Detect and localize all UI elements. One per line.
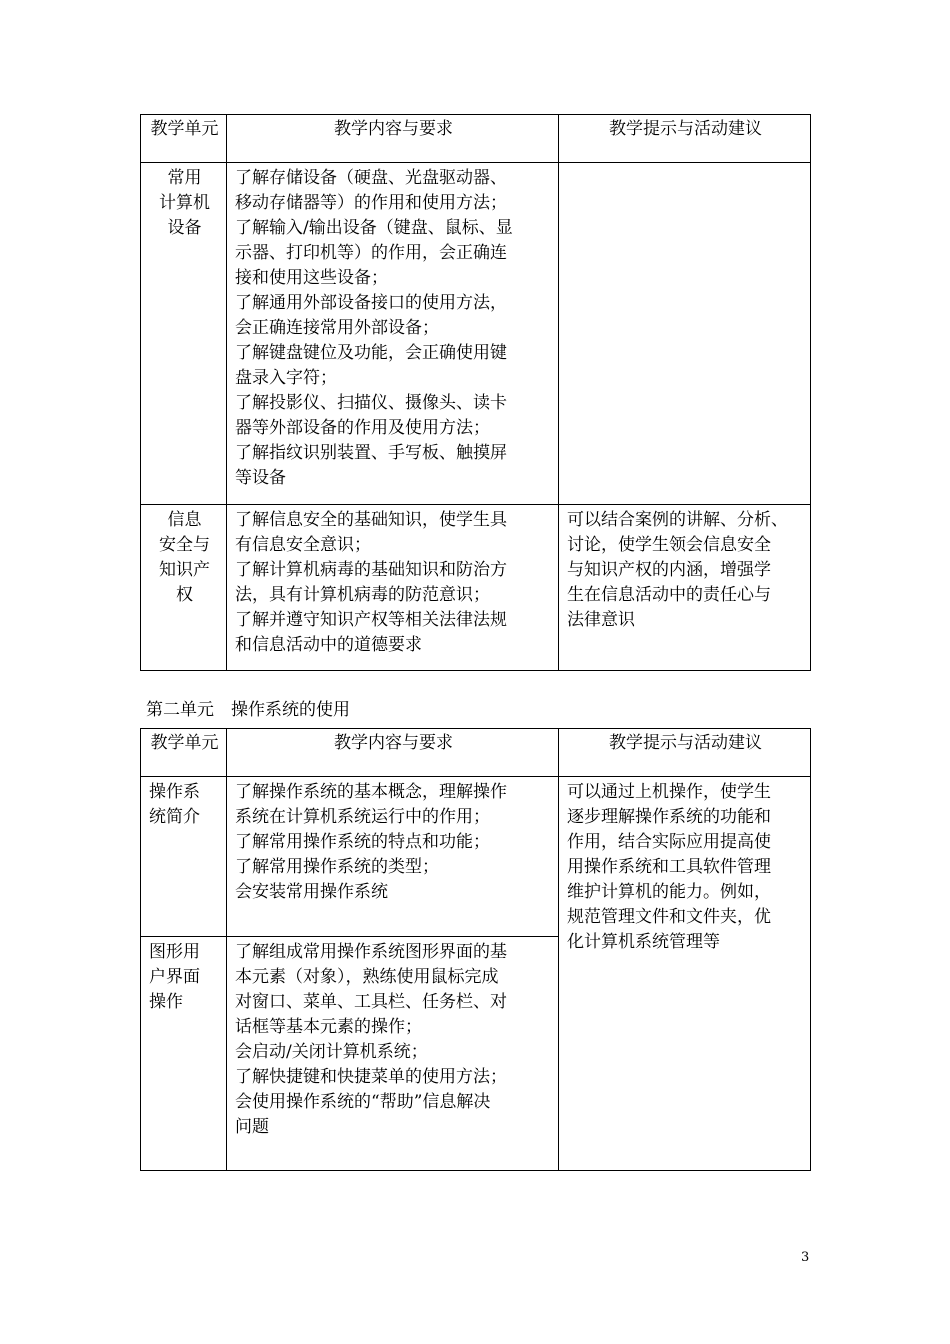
unit-cell: 常用 计算机 设备: [141, 163, 227, 505]
table-row: [141, 777, 811, 937]
tips-cell-shared: 可以通过上机操作，使学生 逐步理解操作系统的功能和 作用，结合实际应用提高使 用操作系统和工具软件管理 维护计算机的能力。例如， 规范管理文件和文件夹，优 化计算机系统管理等: [559, 777, 811, 1171]
header-tips: 教学提示与活动建议: [559, 729, 811, 777]
header-tips: 教学提示与活动建议: [559, 115, 811, 163]
header-content: 教学内容与要求: [227, 729, 559, 777]
table-2-header-row: [141, 729, 811, 777]
header-unit: 教学单元: [141, 115, 227, 163]
content-cell: 了解信息安全的基础知识，使学生具 有信息安全意识； 了解计算机病毒的基础知识和防治方 法，具有计算机病毒的防范意识； 了解并遵守知识产权等相关法律法规 和信息活动中的道德要求: [227, 505, 559, 671]
unit-cell: 图形用 户界面 操作: [141, 937, 227, 1171]
table-1-header-row: [141, 115, 811, 163]
table-1: [140, 114, 811, 671]
content-cell: 了解组成常用操作系统图形界面的基 本元素（对象），熟练使用鼠标完成 对窗口、菜单、工具栏、任务栏、对 话框等基本元素的操作； 会启动/关闭计算机系统； 了解快捷键和快捷菜单的使用方法； 会使用操作系统的“帮助”信息解决 问题: [227, 937, 559, 1171]
content-cell: 了解存储设备（硬盘、光盘驱动器、 移动存储器等）的作用和使用方法； 了解输入/输出设备（键盘、鼠标、显 示器、打印机等）的作用，会正确连 接和使用这些设备； 了解通用外部设备接口的使用方法， 会正确连接常用外部设备； 了解键盘键位及功能，会正确使用键 盘录入字符； 了解投影仪、扫描仪、摄像头、读卡 器等外部设备的作用及使用方法； 了解指纹识别装置、手写板、触摸屏 等设备: [227, 163, 559, 505]
header-unit: 教学单元: [141, 729, 227, 777]
unit-cell: 信息 安全与 知识产 权: [141, 505, 227, 671]
table-2: [140, 728, 811, 1171]
table-row: [141, 505, 811, 671]
tips-cell-empty: [559, 163, 811, 505]
section-caption: 第二单元 操作系统的使用: [146, 700, 350, 720]
unit-cell: 操作系 统简介: [141, 777, 227, 937]
table-row: [141, 163, 811, 505]
page-number: 3: [801, 1250, 810, 1265]
header-content: 教学内容与要求: [227, 115, 559, 163]
content-cell: 了解操作系统的基本概念，理解操作 系统在计算机系统运行中的作用； 了解常用操作系统的特点和功能； 了解常用操作系统的类型； 会安装常用操作系统: [227, 777, 559, 937]
tips-cell: 可以结合案例的讲解、分析、 讨论，使学生领会信息安全 与知识产权的内涵，增强学 生在信息活动中的责任心与 法律意识: [559, 505, 811, 671]
